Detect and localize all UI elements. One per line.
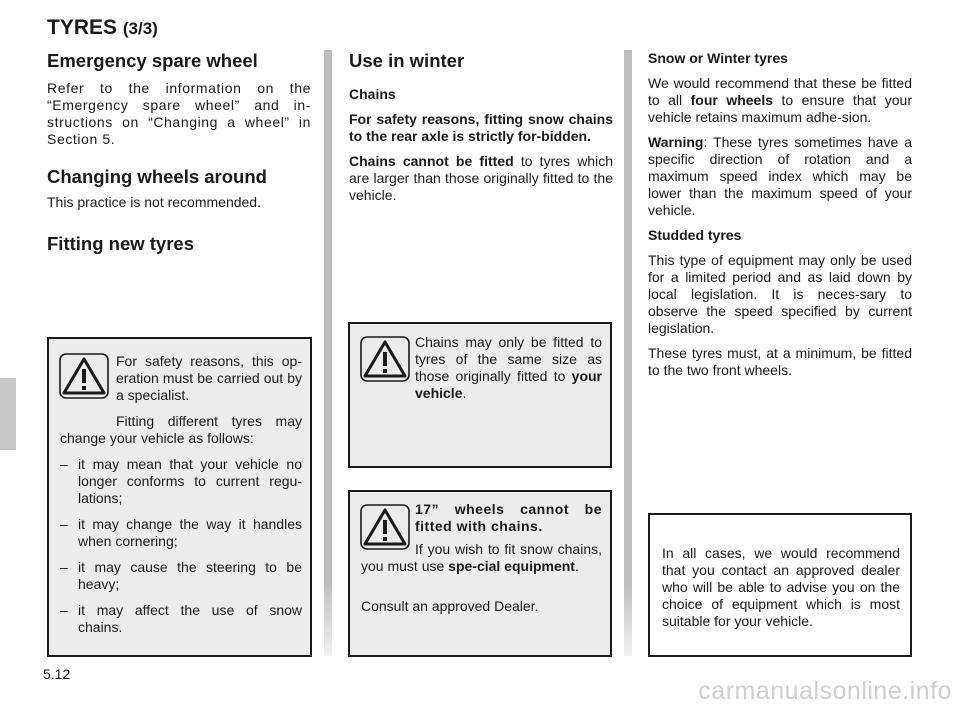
studded-text: This type of equipment may only be used for a limited period and as laid down by local legislation. It is neces-sary to observe the speed specified by current legislation.: [648, 252, 912, 336]
snow-chains-special: If you wish to fit snow chains, you must use spe-cial equipment.: [361, 541, 602, 574]
winter-heading: Use in winter: [349, 50, 465, 71]
warning-triangle-icon: [360, 336, 410, 382]
wheels-17-bold: 17” wheels cannot be fitted with chains.: [415, 501, 602, 534]
consult-dealer: Consult an approved Dealer.: [361, 598, 539, 614]
left-column: [47, 50, 311, 255]
warning-triangle-icon: [59, 353, 109, 399]
emergency-text: Refer to the information on the “Emergency spare wheel” and in-structions on “Changing a wheel” in Section 5.: [47, 80, 311, 147]
page-title: TYRES (3/3): [47, 16, 158, 39]
tyre-change-effects-list: [60, 447, 302, 636]
dealer-advice: In all cases, we would recommend that you contact an approved dealer who will be able to advise you on the choice of equipment which is most suitable for your vehicle.: [662, 545, 900, 629]
section-tab: [0, 378, 16, 450]
warning-box-17-wheels: [348, 490, 612, 657]
info-box-dealer: [648, 513, 912, 657]
emergency-heading: Emergency spare wheel: [47, 50, 258, 71]
list-item: – it may change the way it handles when cornering;: [60, 516, 302, 549]
chains-label: Chains: [349, 86, 396, 102]
snow-tyres-recommend: We would recommend that these be fitted to all four wheels to ensure that your vehicle retains maximum adhe-sion.: [648, 75, 912, 125]
watermark: carmanualsonline.info: [698, 677, 952, 705]
snow-tyres-warning: Warning: These tyres sometimes have a specific direction of rotation and a maximum speed index which may be lower than the maximum speed of your vehicle.: [648, 134, 912, 218]
list-item: – it may mean that your vehicle no longer conforms to current regu-lations;: [60, 456, 302, 506]
changing-heading: Changing wheels around: [47, 166, 267, 187]
warning-para: Fitting different tyres may change your vehicle as follows:: [60, 413, 302, 446]
chains-size-text: Chains may only be fitted to tyres of the same size as those originally fitted to your vehicle.: [415, 334, 602, 401]
studded-front: These tyres must, at a minimum, be fitted to the two front wheels.: [648, 345, 912, 378]
column-divider-left: [324, 50, 332, 656]
column-divider-right: [624, 50, 632, 656]
list-item: – it may cause the steering to be heavy;: [60, 559, 302, 592]
chains-cannot-fit: Chains cannot be fitted to tyres which are larger than those originally fitted to the vehicle.: [349, 153, 613, 203]
warning-box-fitting: [47, 337, 312, 657]
snow-tyres-heading: Snow or Winter tyres: [648, 50, 788, 66]
list-item: – it may affect the use of snow chains.: [60, 602, 302, 635]
studded-heading: Studded tyres: [648, 227, 742, 243]
middle-column: [349, 50, 613, 204]
page-number: 5.12: [43, 666, 71, 682]
fitting-heading: Fitting new tyres: [47, 233, 194, 254]
warning-box-chains-size: [348, 322, 612, 468]
chains-safety: For safety reasons, fitting snow chains to the rear axle is strictly for-bidden.: [349, 111, 613, 144]
warning-intro: For safety reasons, this op-eration must be carried out by a specialist.: [116, 353, 302, 403]
right-column: [648, 50, 912, 379]
changing-text: This practice is not recommended.: [47, 194, 261, 210]
